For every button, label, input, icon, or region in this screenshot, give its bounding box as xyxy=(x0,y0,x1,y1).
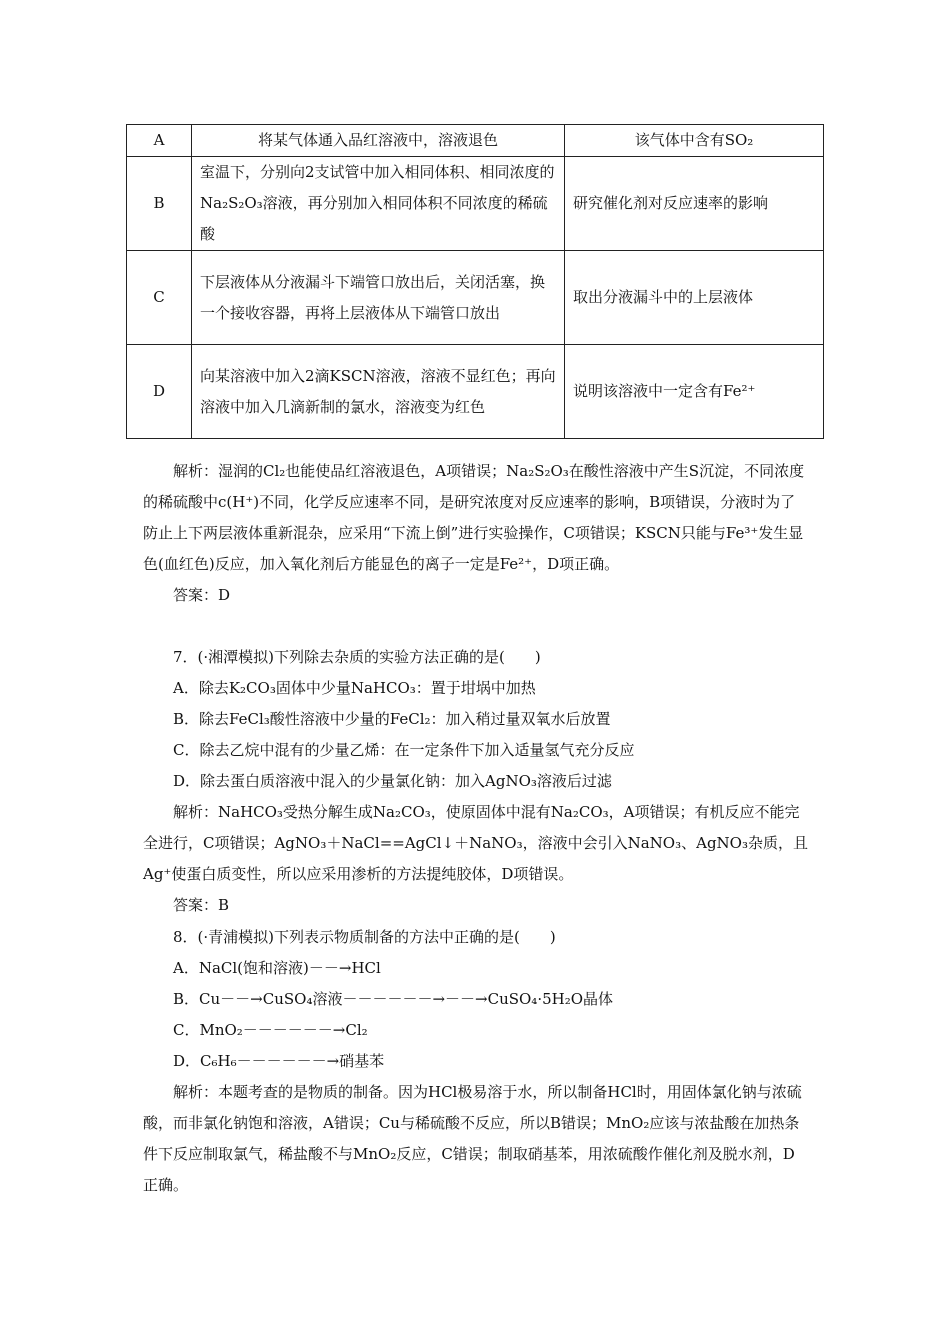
row-label: B xyxy=(127,157,192,251)
q8-option-a: A．NaCl(饱和溶液)－－→HCl xyxy=(173,959,381,977)
row-operation: 下层液体从分液漏斗下端管口放出后，关闭活塞，换一个接收容器，再将上层液体从下端管口放出 xyxy=(192,251,565,345)
q8-analysis: 解析：本题考查的是物质的制备。因为HCl极易溶于水，所以制备HCl时，用固体氯化钠与浓硫酸，而非氯化钠饱和溶液，A错误；Cu与稀硫酸不反应，所以B错误；MnO₂应该与浓盐酸在加热条件下反应制取氯气，稀盐酸不与MnO₂反应，C错误；制取硝基苯，用浓硫酸作催化剂及脱水剂，D正确。 xyxy=(143,1083,802,1194)
q7-section xyxy=(143,642,808,921)
table-row xyxy=(127,251,824,345)
row-operation: 室温下，分别向2支试管中加入相同体积、相同浓度的Na₂S₂O₃溶液，再分别加入相同体积不同浓度的稀硫酸 xyxy=(192,157,565,251)
row-conclusion: 研究催化剂对反应速率的影响 xyxy=(565,157,824,251)
q8-option-d: D．C₆H₆－－－－－－→硝基苯 xyxy=(173,1052,385,1070)
row-conclusion: 说明该溶液中一定含有Fe²⁺ xyxy=(565,345,824,439)
row-label: D xyxy=(127,345,192,439)
row-operation: 向某溶液中加入2滴KSCN溶液，溶液不显红色；再向溶液中加入几滴新制的氯水，溶液变为红色 xyxy=(192,345,565,439)
row-label: C xyxy=(127,251,192,345)
q6-section xyxy=(143,456,808,611)
row-conclusion: 取出分液漏斗中的上层液体 xyxy=(565,251,824,345)
q7-option-d: D．除去蛋白质溶液中混入的少量氯化钠：加入AgNO₃溶液后过滤 xyxy=(173,772,612,790)
table-row xyxy=(127,345,824,439)
q8-section xyxy=(143,922,808,1201)
row-conclusion: 该气体中含有SO₂ xyxy=(565,125,824,157)
q6-answer: 答案：D xyxy=(173,586,231,604)
q8-option-c: C．MnO₂－－－－－－→Cl₂ xyxy=(173,1021,368,1039)
experiment-table xyxy=(126,124,824,439)
row-operation: 将某气体通入品红溶液中，溶液退色 xyxy=(192,125,565,157)
q8-stem: 8．(·青浦模拟)下列表示物质制备的方法中正确的是( ) xyxy=(173,928,556,946)
row-label: A xyxy=(127,125,192,157)
q7-option-c: C．除去乙烷中混有的少量乙烯：在一定条件下加入适量氢气充分反应 xyxy=(173,741,635,759)
q7-option-a: A．除去K₂CO₃固体中少量NaHCO₃：置于坩埚中加热 xyxy=(173,679,536,697)
q7-option-b: B．除去FeCl₃酸性溶液中少量的FeCl₂：加入稍过量双氧水后放置 xyxy=(173,710,611,728)
q6-analysis: 解析：湿润的Cl₂也能使品红溶液退色，A项错误；Na₂S₂O₃在酸性溶液中产生S沉淀，不同浓度的稀硫酸中c(H⁺)不同，化学反应速率不同，是研究浓度对反应速率的影响，B项错误，分液时为了防止上下两层液体重新混杂，应采用“下流上倒”进行实验操作，C项错误；KSCN只能与Fe³⁺发生显色(血红色)反应，加入氧化剂后方能显色的离子一定是Fe²⁺，D项正确。 xyxy=(143,462,805,573)
table-row xyxy=(127,125,824,157)
q8-option-b: B．Cu－－→CuSO₄溶液－－－－－－→－－→CuSO₄·5H₂O晶体 xyxy=(173,990,614,1008)
q7-answer: 答案：B xyxy=(173,896,230,914)
q7-analysis: 解析：NaHCO₃受热分解生成Na₂CO₃，使原固体中混有Na₂CO₃，A项错误；有机反应不能完全进行，C项错误；AgNO₃＋NaCl==AgCl↓＋NaNO₃，溶液中会引入NaNO₃、AgNO₃杂质，且Ag⁺使蛋白质变性，所以应采用渗析的方法提纯胶体，D项错误。 xyxy=(143,803,808,883)
q7-stem: 7．(·湘潭模拟)下列除去杂质的实验方法正确的是( ) xyxy=(173,648,541,666)
table-row xyxy=(127,157,824,251)
